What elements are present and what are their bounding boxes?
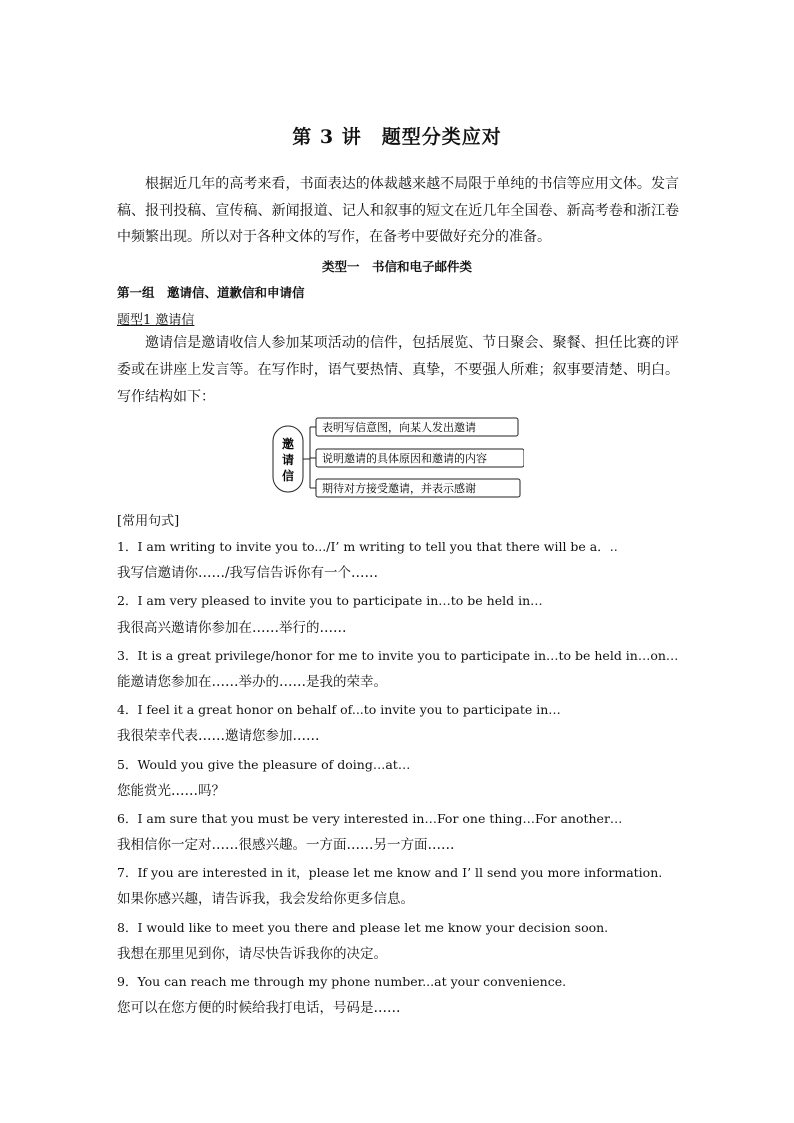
diagram-root-char-3: 信 — [281, 469, 295, 483]
phrase-english: 1．I am writing to invite you to.../I’ m writing to tell you that there will be a．.. — [117, 539, 618, 554]
diagram-root-char-2: 请 — [281, 453, 295, 467]
phrase-chinese: 我很荣幸代表……邀请您参加…… — [117, 728, 320, 745]
phrase-english: 5．Would you give the pleasure of doing…at… — [117, 756, 411, 772]
type-heading: 类型一 书信和电子邮件类 — [321, 259, 472, 274]
intro-paragraph: 根据近几年的高考来看，书面表达的体裁越来越不局限于单纯的书信等应用文体。发言稿、报刊投稿、宣传稿、新闻报道、记人和叙事的短文在近几年全国卷、新高考卷和浙江卷中频繁出现。所以对于各种文体的写作，在备考中要做好充分的准备。 — [117, 176, 679, 245]
phrase-english: 6．I am sure that you must be very interested in…For one thing…For another… — [117, 810, 623, 826]
phrase-chinese: 我相信你一定对……很感兴趣。一方面……另一方面…… — [117, 837, 455, 854]
phrase-chinese: 我想在那里见到你，请尽快告诉我你的决定。 — [117, 945, 387, 962]
phrase-item — [117, 859, 697, 913]
page-title: 第 3 讲 题型分类应对 — [292, 126, 502, 148]
diagram-item-3: 期待对方接受邀请，并表示感谢 — [322, 482, 476, 495]
phrase-english: 8．I would like to meet you there and please let me know your decision soon. — [117, 919, 609, 935]
phrase-item — [117, 696, 697, 750]
common-phrases-heading: [常用句式] — [117, 514, 180, 529]
structure-diagram — [272, 416, 524, 502]
diagram-root-char-1: 邀 — [281, 437, 295, 451]
phrase-item — [117, 587, 697, 641]
phrase-item — [117, 751, 697, 805]
phrase-list — [117, 533, 697, 1022]
phrase-item — [117, 805, 697, 859]
phrase-english: 4．I feel it a great honor on behalf of...to invite you to participate in… — [117, 702, 561, 718]
phrase-chinese: 我很高兴邀请你参加在……举行的…… — [117, 619, 347, 636]
phrase-chinese: 我写信邀请你……/我写信告诉你有一个…… — [117, 565, 379, 582]
phrase-item — [117, 968, 697, 1022]
phrase-english: 2．I am very pleased to invite you to participate in…to be held in… — [117, 593, 543, 609]
phrase-english: 9．You can reach me through my phone number...at your convenience. — [117, 974, 567, 989]
phrase-item — [117, 914, 697, 968]
diagram-item-2: 说明邀请的具体原因和邀请的内容 — [322, 452, 487, 465]
phrase-chinese: 能邀请您参加在……举办的……是我的荣幸。 — [117, 673, 387, 690]
phrase-item — [117, 642, 697, 696]
diagram-item-1: 表明写信意图，向某人发出邀请 — [322, 421, 476, 434]
phrase-english: 7．If you are interested in it，please let me know and I’ ll send you more information. — [117, 865, 663, 881]
phrase-item — [117, 533, 697, 587]
description-paragraph: 邀请信是邀请收信人参加某项活动的信件，包括展览、节日聚会、聚餐、担任比赛的评委或在讲座上发言等。在写作时，语气要热情、真挚，不要强人所难；叙事要清楚、明白。写作结构如下： — [117, 335, 679, 405]
phrase-chinese: 您可以在您方便的时候给我打电话，号码是…… — [117, 1000, 401, 1017]
phrase-chinese: 您能赏光……吗？ — [117, 782, 225, 799]
subtype-heading: 题型1 邀请信 — [117, 313, 195, 328]
phrase-english: 3．It is a great privilege/honor for me to invite you to participate in…to be held in…on… — [117, 647, 679, 663]
phrase-chinese: 如果你感兴趣，请告诉我，我会发给你更多信息。 — [117, 891, 414, 908]
group-heading: 第一组 邀请信、道歉信和申请信 — [117, 285, 305, 300]
